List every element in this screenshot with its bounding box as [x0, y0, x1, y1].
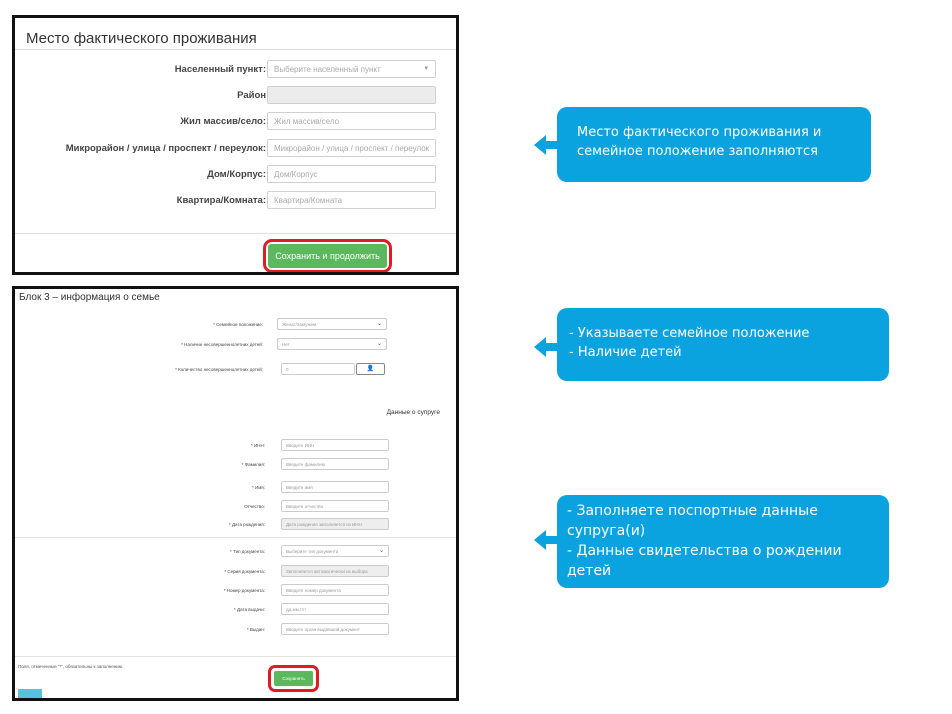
doc-number-input[interactable]: Введите номер документа: [281, 584, 389, 596]
house-row: [15, 165, 456, 185]
callout-line: - Заполняете поспортные данные: [567, 503, 818, 519]
issue-date-row: [15, 603, 456, 617]
inn-label: * ИНН:: [251, 443, 265, 448]
add-user-icon: 👤: [366, 366, 375, 372]
street-row: [15, 139, 456, 159]
document-divider: [15, 537, 456, 538]
callout-line: Место фактического проживания и: [577, 125, 822, 140]
issued-by-row: [15, 623, 456, 637]
callout-arrow-stem: [545, 343, 559, 351]
children-value: Нет: [282, 342, 290, 347]
massif-label: Жил массив/село:: [180, 116, 266, 127]
save-continue-button[interactable]: Сохранить и продолжить: [268, 244, 387, 268]
birthdate-label: * Дата рождения:: [229, 522, 265, 527]
marital-label: * Семейное положение:: [213, 322, 263, 327]
chevron-down-icon: ▾: [424, 65, 428, 72]
birthdate-row: [15, 518, 456, 532]
house-input[interactable]: Дом/Корпус: [267, 165, 436, 183]
residence-form-screenshot: [12, 15, 459, 275]
save-highlight: [268, 665, 319, 692]
children-row: [15, 338, 456, 352]
spouse-section-title: Данные о супруге: [386, 409, 440, 416]
hint-divider: [15, 656, 456, 657]
chevron-down-icon: ⌄: [376, 321, 382, 327]
doc-type-value: Выберите тип документа: [286, 549, 339, 554]
marital-row: [15, 318, 456, 332]
callout-line: - Данные свидетельства о рождении: [567, 543, 842, 559]
add-child-button[interactable]: [356, 363, 385, 375]
doc-type-select[interactable]: [281, 545, 389, 557]
callout-arrow-stem: [545, 536, 559, 544]
doc-series-label: * Серия документа:: [224, 569, 265, 574]
callout-line: детей: [567, 563, 612, 579]
surname-row: [15, 458, 456, 472]
corner-tab: [18, 689, 42, 701]
save-button[interactable]: Сохранить: [274, 671, 313, 686]
name-row: [15, 481, 456, 495]
chevron-down-icon: ⌄: [378, 548, 384, 554]
issued-by-input[interactable]: Введите орган выдавший документ: [281, 623, 389, 635]
callout-residence: [557, 107, 871, 182]
street-label: Микрорайон / улица / проспект / переулок:: [65, 143, 266, 154]
doc-type-label: * Тип документа:: [230, 549, 265, 554]
surname-input[interactable]: Введите фамилию: [281, 458, 389, 470]
settlement-select[interactable]: [267, 60, 436, 78]
children-select[interactable]: [277, 338, 387, 350]
massif-input[interactable]: Жил массив/село: [267, 112, 436, 130]
family-heading: Блок 3 – информация о семье: [19, 292, 160, 303]
inn-input[interactable]: Введите ИНН: [281, 439, 389, 451]
callout-line: супруга(и): [567, 523, 646, 539]
children-count-input[interactable]: 0: [281, 363, 355, 375]
callout-line: семейное положение заполняются: [577, 144, 818, 159]
callout-marital: [557, 308, 889, 381]
patronymic-input[interactable]: Введите отчество: [281, 500, 389, 512]
issue-date-input[interactable]: дд.мм.гггг: [281, 603, 389, 615]
footer-divider: [15, 233, 456, 234]
issue-date-label: * Дата выдачи:: [234, 607, 265, 612]
doc-number-label: * Номер документа:: [223, 588, 265, 593]
surname-label: * Фамилия:: [241, 462, 265, 467]
residence-heading: Место фактического проживания: [26, 30, 257, 47]
apartment-row: [15, 191, 456, 211]
children-label: * Наличие несовершеннолетних детей:: [181, 342, 263, 347]
patronymic-label: Отчество:: [244, 504, 265, 509]
chevron-down-icon: ⌄: [376, 341, 382, 347]
name-label: * Имя:: [251, 485, 265, 490]
doc-number-row: [15, 584, 456, 598]
house-label: Дом/Корпус:: [207, 169, 266, 180]
save-highlight: [263, 239, 392, 273]
issued-by-label: * Выдан:: [246, 627, 265, 632]
marital-value: Женат/Замужем: [282, 322, 317, 327]
apartment-label: Квартира/Комната:: [176, 195, 266, 206]
required-hint: Поля, отмеченные "*", обязательны к заполнению.: [18, 664, 124, 669]
district-field: [267, 86, 436, 104]
settlement-row: [15, 60, 456, 80]
street-input[interactable]: Микрорайон / улица / проспект / переулок: [267, 139, 436, 157]
doc-series-row: [15, 565, 456, 579]
name-input[interactable]: Введите имя: [281, 481, 389, 493]
inn-row: [15, 439, 456, 453]
heading-divider: [15, 49, 456, 50]
callout-line: - Указываете семейное положение: [569, 326, 810, 341]
callout-arrow-stem: [545, 141, 559, 149]
birthdate-field: Дата рождения заполняется из ИНН: [281, 518, 389, 530]
patronymic-row: [15, 500, 456, 514]
doc-type-row: [15, 545, 456, 559]
callout-line: - Наличие детей: [569, 345, 682, 360]
massif-row: [15, 112, 456, 132]
settlement-label: Населенный пункт:: [174, 64, 266, 75]
district-label: Район: [237, 90, 266, 101]
callout-spouse: [557, 495, 889, 588]
children-count-row: [15, 363, 456, 377]
marital-select[interactable]: [277, 318, 387, 330]
doc-series-field: Заполняется автоматически из выбора: [281, 565, 389, 577]
family-form-screenshot: [12, 286, 459, 701]
children-count-label: * Количество несовершеннолетних детей:: [175, 367, 263, 372]
district-row: [15, 86, 456, 106]
apartment-input[interactable]: Квартира/Комната: [267, 191, 436, 209]
settlement-value: Выберите населенный пункт: [274, 65, 381, 74]
